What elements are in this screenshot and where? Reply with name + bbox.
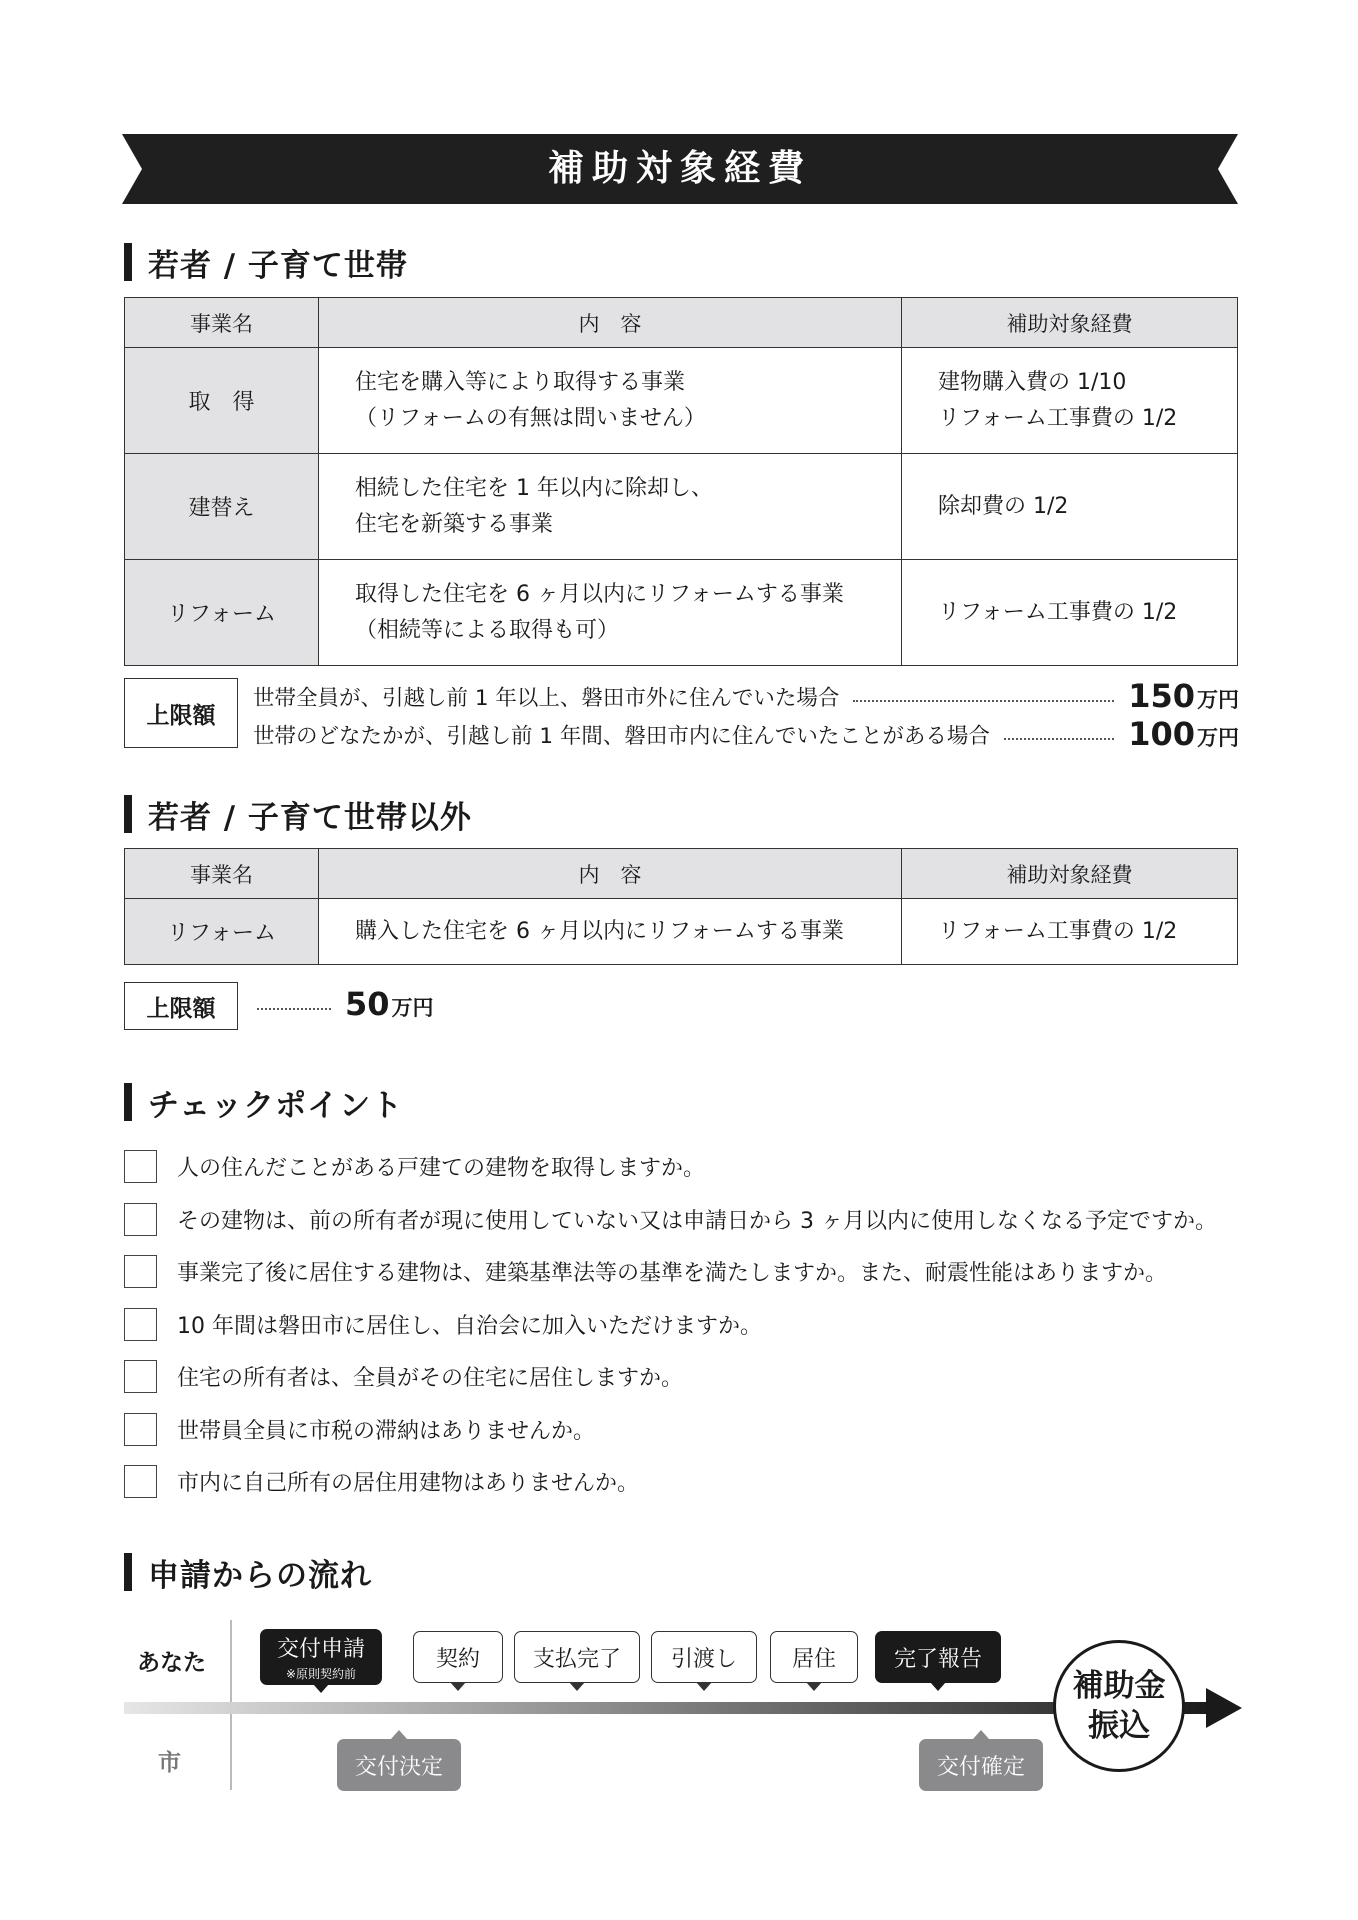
section-title: 若者 / 子育て世帯	[148, 247, 408, 284]
subsidy-transfer-circle	[1053, 1640, 1185, 1772]
header-project-name: 事業名	[125, 298, 319, 348]
step-pointer	[313, 1684, 329, 1693]
row-cost	[902, 348, 1238, 454]
limit-row	[253, 714, 1239, 754]
section-title: 申請からの流れ	[148, 1557, 372, 1594]
section-heading-other	[124, 792, 472, 836]
limit-amount	[345, 985, 434, 1023]
section-heading-checkpoints	[124, 1080, 403, 1124]
cost-line: リフォーム工事費の 1/2	[938, 405, 1178, 431]
row-name: リフォーム	[125, 899, 319, 965]
section-title: 若者 / 子育て世帯以外	[148, 799, 472, 836]
row-cost	[902, 560, 1238, 666]
table-row	[125, 454, 1238, 560]
step-pointer	[806, 1682, 822, 1691]
heading-bar	[124, 1553, 132, 1591]
limit-amount	[1128, 715, 1239, 753]
heading-bar	[124, 1083, 132, 1121]
checkbox[interactable]	[124, 1203, 157, 1236]
content-line: 住宅を購入等により取得する事業	[355, 369, 686, 395]
table-row	[125, 899, 1238, 965]
cost-line: リフォーム工事費の 1/2	[938, 599, 1178, 625]
step-residence	[770, 1631, 858, 1683]
flow-label-city: 市	[158, 1750, 181, 1776]
banner-title: 補助対象経費	[547, 148, 812, 189]
limit-condition: 世帯のどなたかが、引越し前 1 年間、磐田市内に住んでいたことがある場合	[253, 723, 990, 749]
step-label: 支払完了	[532, 1646, 621, 1672]
table-header-row	[125, 849, 1238, 899]
step-label: 居住	[791, 1646, 836, 1672]
check-item	[124, 1201, 1217, 1237]
row-content	[319, 560, 902, 666]
header-content: 内 容	[319, 849, 902, 899]
row-content	[319, 348, 902, 454]
header-cost: 補助対象経費	[902, 298, 1238, 348]
check-item	[124, 1253, 1167, 1289]
final-line: 補助金	[1072, 1668, 1166, 1704]
check-text: 人の住んだことがある戸建ての建物を取得しますか。	[177, 1155, 706, 1181]
table-row	[125, 560, 1238, 666]
amount-unit: 万円	[1197, 688, 1239, 712]
table-row	[125, 348, 1238, 454]
cost-line: 除却費の 1/2	[938, 493, 1069, 519]
heading-bar	[124, 795, 132, 833]
check-text: 市内に自己所有の居住用建物はありませんか。	[177, 1470, 640, 1496]
dot-leader	[257, 998, 331, 1010]
check-item	[124, 1358, 683, 1394]
table-header-row	[125, 298, 1238, 348]
step-grant-decision	[337, 1739, 461, 1791]
limit-label-box: 上限額	[124, 982, 238, 1030]
step-label: 契約	[435, 1646, 480, 1672]
limit-condition: 世帯全員が、引越し前 1 年以上、磐田市外に住んでいた場合	[253, 685, 840, 711]
heading-bar	[124, 243, 132, 281]
check-item	[124, 1306, 762, 1342]
dot-leader	[1004, 728, 1114, 740]
checkbox[interactable]	[124, 1308, 157, 1341]
content-line: 住宅を新築する事業	[355, 511, 554, 537]
step-pointer	[569, 1682, 585, 1691]
check-text: その建物は、前の所有者が現に使用していない又は申請日から 3 ヶ月以内に使用しなくなる予定ですか。	[177, 1208, 1217, 1234]
row-name: リフォーム	[125, 560, 319, 666]
checkbox[interactable]	[124, 1150, 157, 1183]
checkbox[interactable]	[124, 1255, 157, 1288]
section-heading-young	[124, 240, 408, 284]
step-pointer	[391, 1730, 407, 1739]
step-sub-label: ※原則契約前	[285, 1667, 357, 1681]
step-label: 交付決定	[354, 1754, 443, 1780]
check-text: 住宅の所有者は、全員がその住宅に居住しますか。	[177, 1365, 684, 1391]
step-label: 引渡し	[670, 1646, 737, 1672]
step-pointer	[696, 1682, 712, 1691]
check-text: 10 年間は磐田市に居住し、自治会に加入いただけますか。	[177, 1313, 762, 1339]
row-cost	[902, 454, 1238, 560]
step-pointer	[973, 1730, 989, 1739]
content-line: （相続等による取得も可）	[355, 617, 620, 643]
row-name: 建替え	[125, 454, 319, 560]
flow-label-you: あなた	[137, 1650, 206, 1676]
subsidy-table-young	[124, 297, 1238, 666]
dot-leader	[853, 690, 1114, 702]
amount-number: 50	[345, 985, 390, 1023]
step-label: 完了報告	[893, 1646, 982, 1672]
checkbox[interactable]	[124, 1360, 157, 1393]
row-cost: リフォーム工事費の 1/2	[902, 899, 1238, 965]
limit-row	[253, 984, 453, 1024]
row-name: 取 得	[125, 348, 319, 454]
check-text: 事業完了後に居住する建物は、建築基準法等の基準を満たしますか。また、耐震性能はありますか。	[177, 1260, 1168, 1286]
step-pointer	[930, 1682, 946, 1691]
step-payment-complete	[514, 1631, 640, 1683]
amount-number: 150	[1128, 677, 1195, 715]
check-item	[124, 1148, 705, 1184]
limit-label-box: 上限額	[124, 678, 238, 748]
header-project-name: 事業名	[125, 849, 319, 899]
check-text: 世帯員全員に市税の滞納はありませんか。	[177, 1418, 596, 1444]
checkbox[interactable]	[124, 1413, 157, 1446]
final-line: 振込	[1088, 1708, 1150, 1744]
header-cost: 補助対象経費	[902, 849, 1238, 899]
step-handover	[651, 1631, 757, 1683]
check-item	[124, 1463, 639, 1499]
content-line: 相続した住宅を 1 年以内に除却し、	[355, 475, 713, 501]
row-content	[319, 454, 902, 560]
step-label: 交付確定	[936, 1754, 1025, 1780]
step-label: 交付申請	[276, 1637, 365, 1662]
step-completion-report	[875, 1631, 1001, 1683]
step-grant-confirmation	[919, 1739, 1043, 1791]
amount-unit: 万円	[391, 996, 434, 1020]
title-banner	[122, 134, 1238, 204]
content-line: 取得した住宅を 6 ヶ月以内にリフォームする事業	[355, 581, 844, 607]
content-line: （リフォームの有無は問いません）	[355, 405, 706, 431]
step-pointer	[450, 1682, 466, 1691]
amount-number: 100	[1128, 715, 1195, 753]
limit-amount	[1128, 677, 1239, 715]
step-grant-application	[260, 1629, 382, 1685]
row-content: 購入した住宅を 6 ヶ月以内にリフォームする事業	[319, 899, 902, 965]
step-contract	[413, 1631, 503, 1683]
section-heading-flow	[124, 1550, 372, 1594]
limit-row	[253, 676, 1239, 716]
checkbox[interactable]	[124, 1465, 157, 1498]
check-item	[124, 1411, 595, 1447]
cost-line: 建物購入費の 1/10	[938, 369, 1127, 395]
header-content: 内 容	[319, 298, 902, 348]
amount-unit: 万円	[1197, 726, 1239, 750]
section-title: チェックポイント	[148, 1087, 404, 1124]
subsidy-table-other	[124, 848, 1238, 965]
